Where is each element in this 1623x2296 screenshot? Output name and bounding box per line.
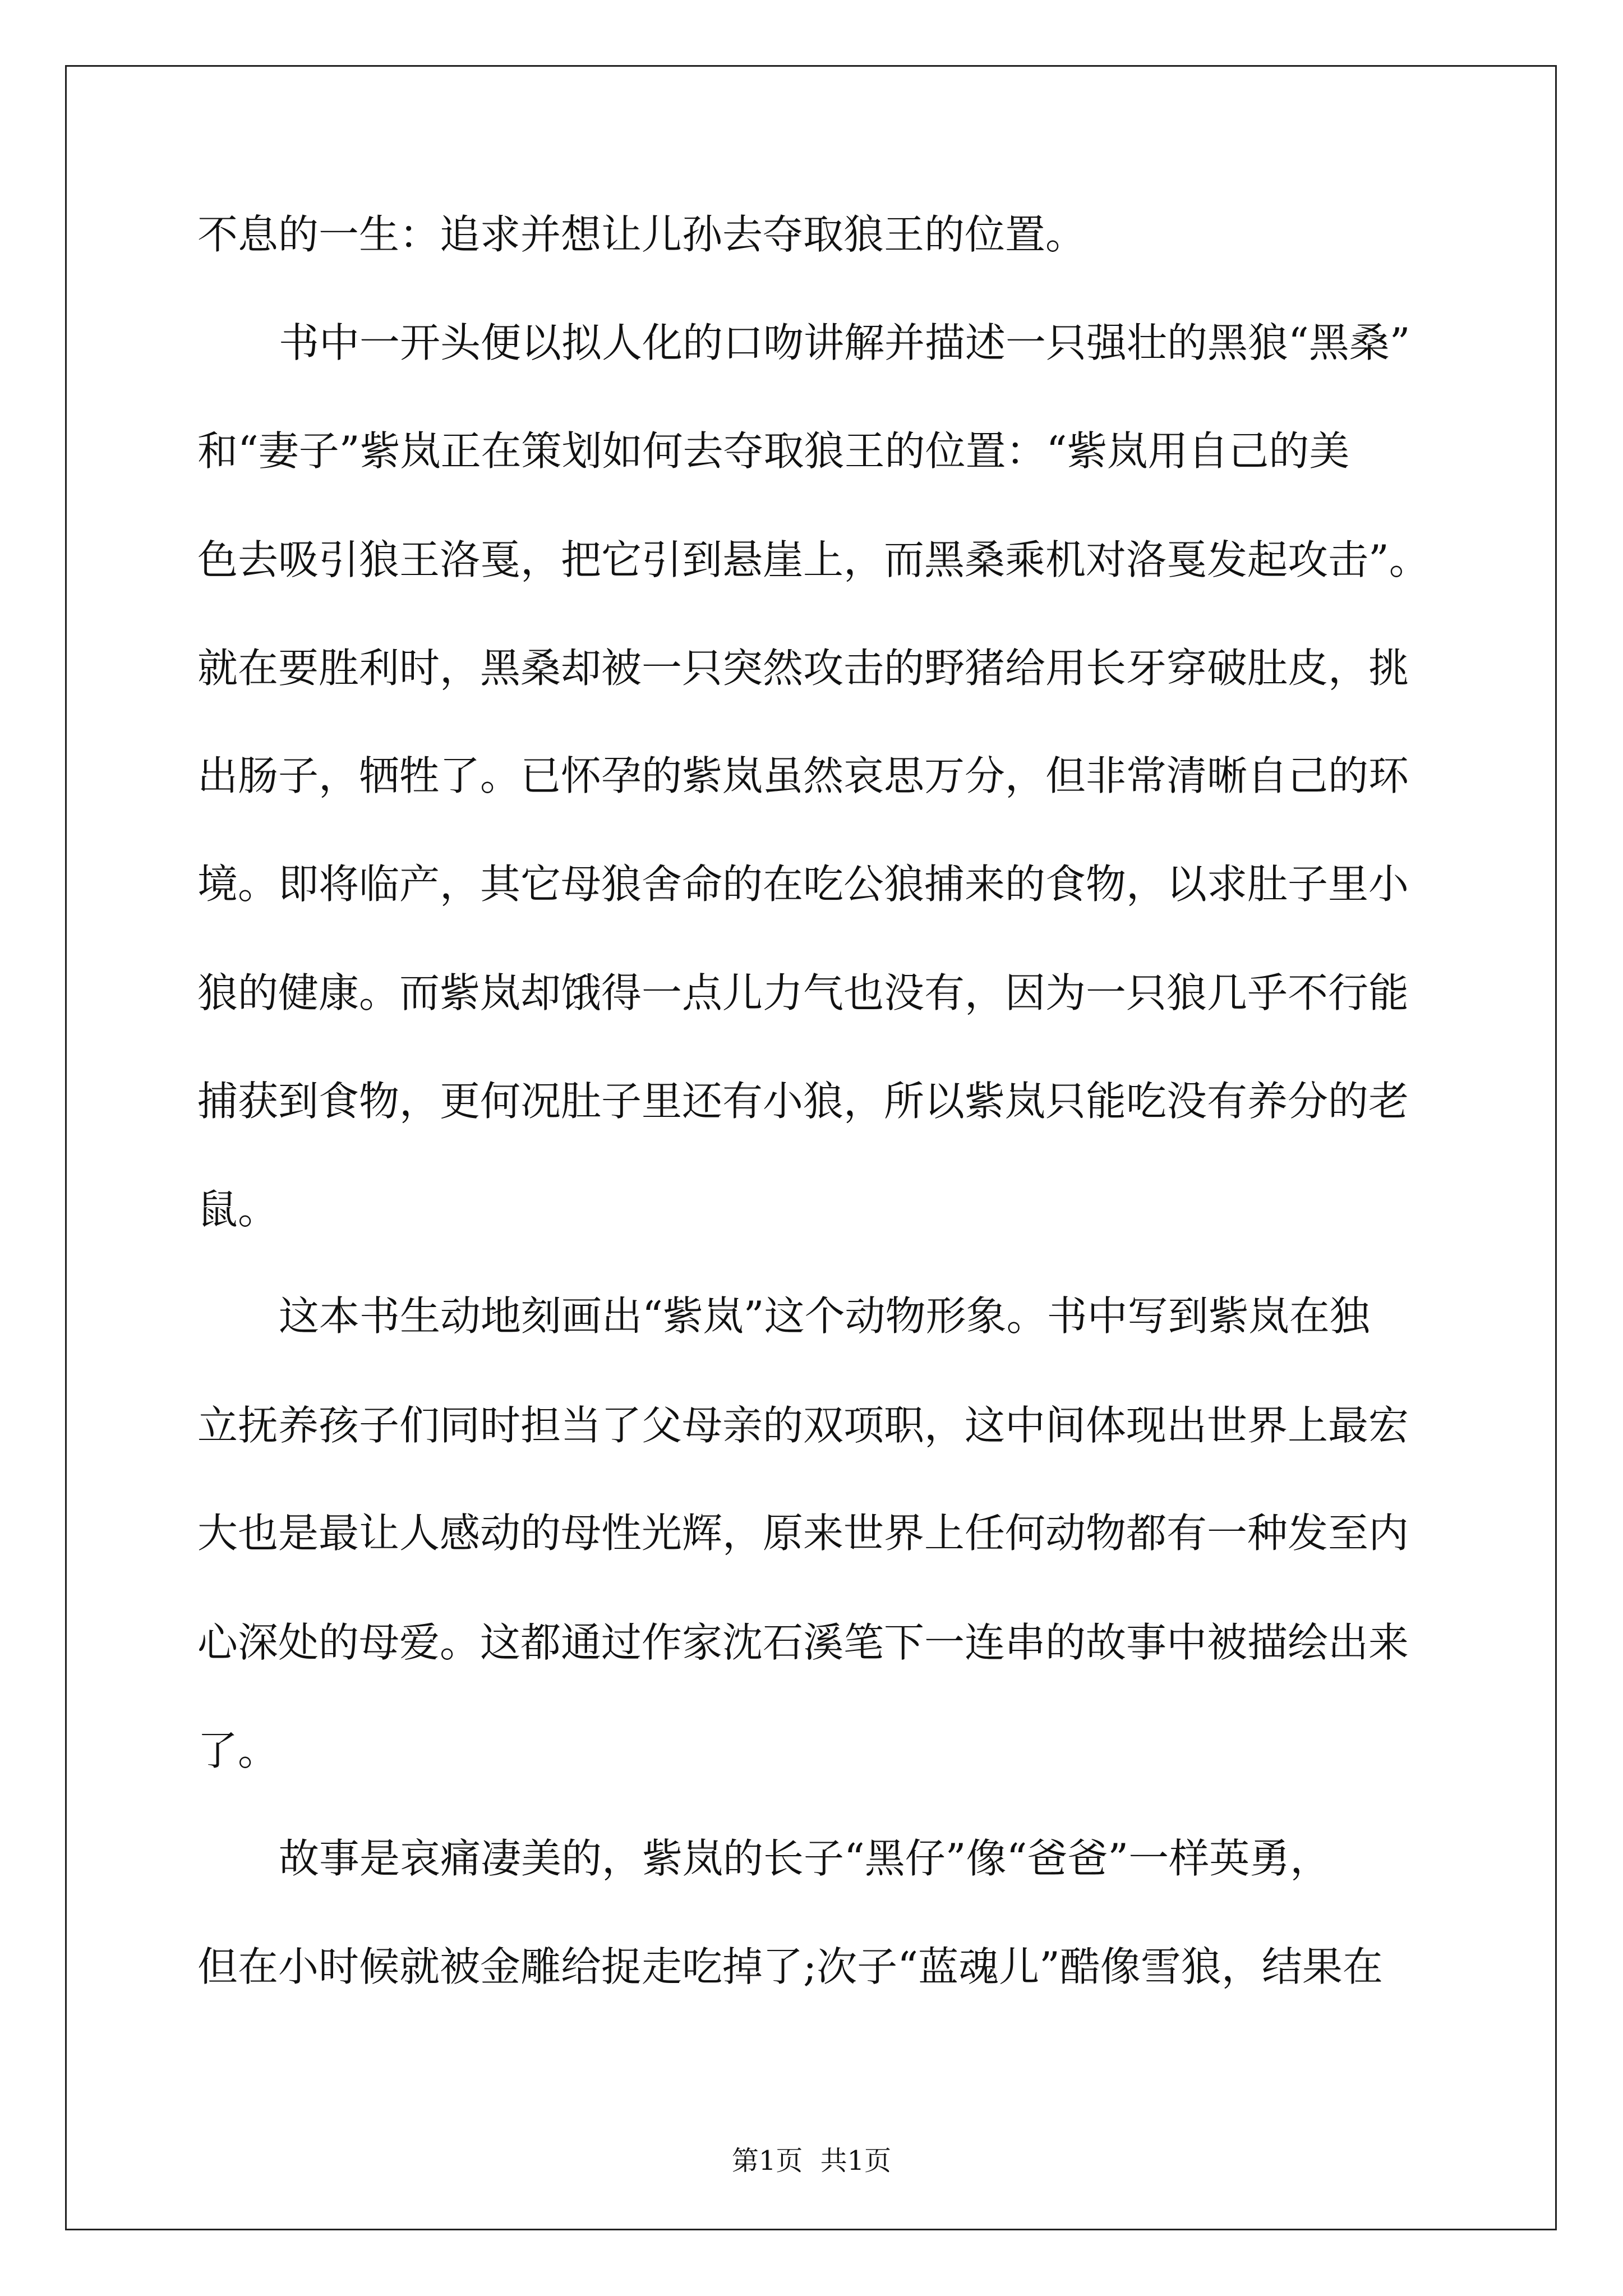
- text-line: 但在小时候就被金雕给捉走吃掉了;次子“蓝魂儿”酷像雪狼，结果在: [197, 1943, 1383, 1990]
- page-border: [65, 65, 1557, 2230]
- text-line: 狼的健康。而紫岚却饿得一点儿力气也没有，因为一只狼几乎不行能: [197, 969, 1409, 1016]
- text-line: 故事是哀痛凄美的，紫岚的长子“黑仔”像“爸爸”一样英勇，: [279, 1835, 1331, 1882]
- text-line: 立抚养孩子们同时担当了父母亲的双项职，这中间体现出世界上最宏: [197, 1402, 1409, 1449]
- text-line: 色去吸引狼王洛戛，把它引到悬崖上，而黑桑乘机对洛戛发起攻击”。: [197, 536, 1430, 583]
- text-line: 书中一开头便以拟人化的口吻讲解并描述一只强壮的黑狼“黑桑”: [279, 319, 1410, 366]
- text-line: 这本书生动地刻画出“紫岚”这个动物形象。书中写到紫岚在独: [279, 1292, 1370, 1340]
- text-line: 捕获到食物，更何况肚子里还有小狼，所以紫岚只能吃没有养分的老: [197, 1078, 1409, 1125]
- page-total: 共1页: [820, 2145, 892, 2177]
- text-line: 大也是最让人感动的母性光辉，原来世界上任何动物都有一种发至内: [197, 1510, 1409, 1557]
- text-line: 和“妻子”紫岚正在策划如何去夺取狼王的位置：“紫岚用自己的美: [197, 427, 1350, 475]
- text-line: 就在要胜利时，黑桑却被一只突然攻击的野猪给用长牙穿破肚皮，挑: [197, 645, 1409, 692]
- text-line: 了。: [197, 1727, 279, 1774]
- text-line: 境。即将临产，其它母狼舍命的在吃公狼捕来的食物，以求肚子里小: [197, 861, 1409, 908]
- text-line: 心深处的母爱。这都通过作家沈石溪笔下一连串的故事中被描绘出来: [197, 1619, 1409, 1666]
- text-line: 不息的一生：追求并想让儿孙去夺取狼王的位置。: [197, 211, 1086, 258]
- page-footer: [0, 2144, 1623, 2178]
- text-line: 鼠。: [197, 1186, 279, 1233]
- text-line: 出肠子，牺牲了。已怀孕的紫岚虽然哀思万分，但非常清晰自己的环: [197, 752, 1409, 799]
- page-number: 第1页: [731, 2145, 803, 2177]
